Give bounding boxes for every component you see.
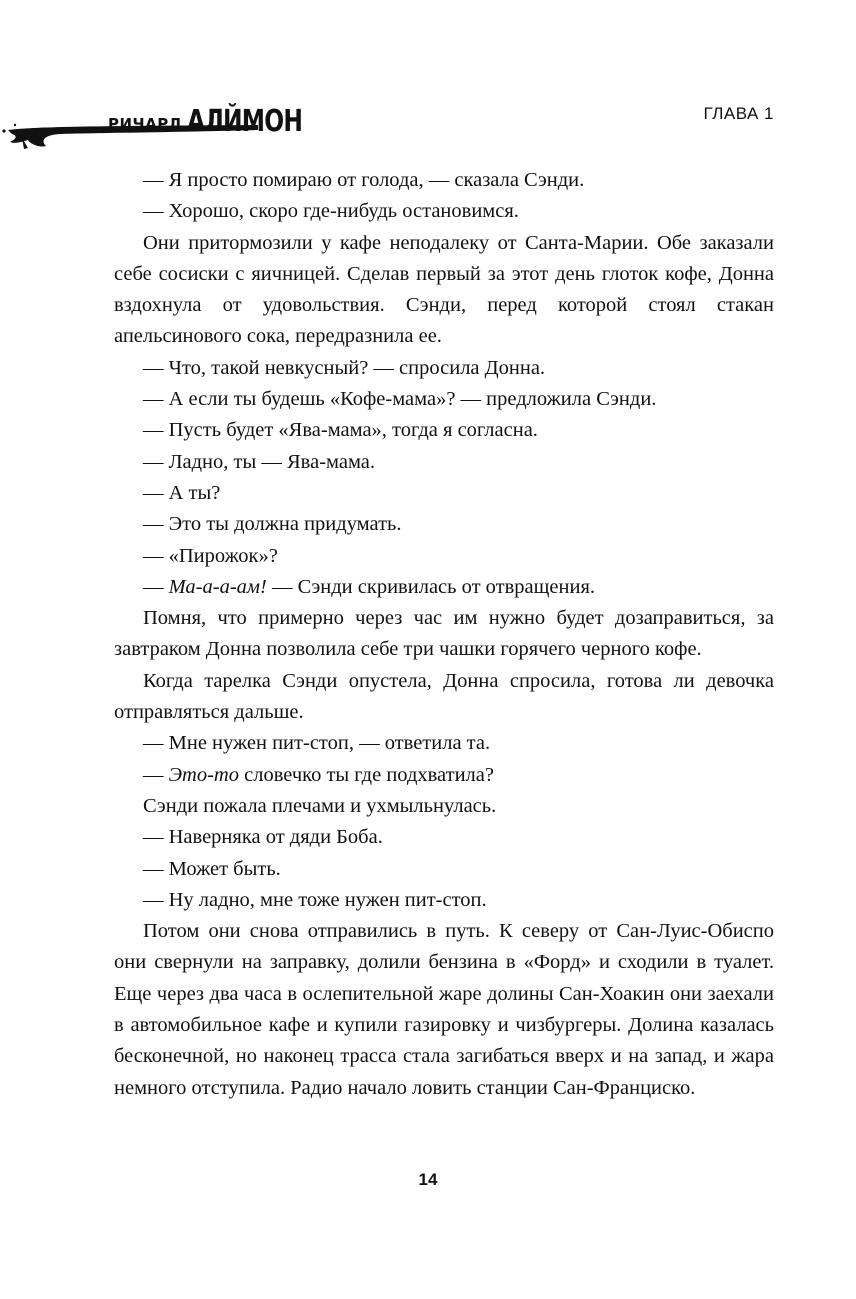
author-last-name: АЛЙМОН: [186, 104, 302, 139]
paragraph: — Это ты должна придумать.: [143, 513, 402, 536]
paragraph: — А ты?: [143, 481, 221, 504]
paragraph: Потом они снова отправились в путь. К северу от Сан-Луис-Обиспо они свернули на заправку, долили бензина в «Форд» и сходили в туалет. Еще через два часа в ослепительной жаре долины Сан-Хоакин они заехали в автомобильное кафе и купили газировку и чизбургеры. Долина казалась бесконечной, но наконец трасса стала загибаться вверх и на запад, и жара немного отступила. Радио начало ловить станции Сан-Франциско.: [114, 920, 774, 1099]
chapter-label: ГЛАВА 1: [703, 104, 774, 123]
paragraph: Они притормозили у кафе неподалеку от Санта-Марии. Обе заказали себе сосиски с яичницей. Сделав первый за этот день глоток кофе, Донна вздохнула от удовольствия. Сэнди, перед которой стоял стакан апельсинового сока, передразнила ее.: [114, 231, 774, 348]
paragraph: — Наверняка от дяди Боба.: [143, 826, 383, 849]
paragraph: — Я просто помираю от голода, — сказала Сэнди.: [143, 169, 585, 191]
author-first-name: РИЧАРД: [108, 115, 183, 133]
paragraph: — Что, такой невкусный? — спросила Донна.: [143, 356, 546, 379]
paragraph-rest: словечко ты где подхватила?: [238, 763, 494, 786]
dash: —: [143, 763, 169, 786]
paragraph: — Ладно, ты — Ява-мама.: [143, 450, 376, 473]
paragraph: — Мне нужен пит-стоп, — ответила та.: [143, 732, 491, 755]
emphasized-text: Это-то: [168, 763, 239, 786]
paragraph: — «Пирожок»?: [143, 544, 278, 567]
book-author: [108, 104, 334, 140]
dash: —: [143, 575, 169, 598]
paragraph: — Пусть будет «Ява-мама», тогда я согласна.: [143, 419, 538, 442]
emphasized-text: Ма-а-а-ам!: [168, 575, 267, 598]
paragraph: Сэнди пожала плечами и ухмыльнулась.: [143, 794, 497, 817]
paragraph: Когда тарелка Сэнди опустела, Донна спросила, готова ли девочка отправляться дальше.: [114, 669, 774, 724]
body-text: [114, 165, 774, 1104]
paragraph: — А если ты будешь «Кофе-мама»? — предложила Сэнди.: [143, 388, 657, 411]
paragraph: — Ну ладно, мне тоже нужен пит-стоп.: [143, 888, 487, 911]
running-header: [0, 100, 856, 160]
paragraph-rest: — Сэнди скривилась от отвращения.: [266, 575, 596, 598]
page-number: 14: [418, 1170, 438, 1189]
paragraph: — Хорошо, скоро где-нибудь остановимся.: [143, 200, 519, 223]
paragraph: [114, 760, 774, 791]
paragraph: — Может быть.: [143, 857, 281, 880]
paragraph: Помня, что примерно через час им нужно будет дозаправиться, за завтраком Донна позволила себе три чашки горячего черного кофе.: [114, 607, 774, 661]
paragraph: [114, 572, 774, 603]
